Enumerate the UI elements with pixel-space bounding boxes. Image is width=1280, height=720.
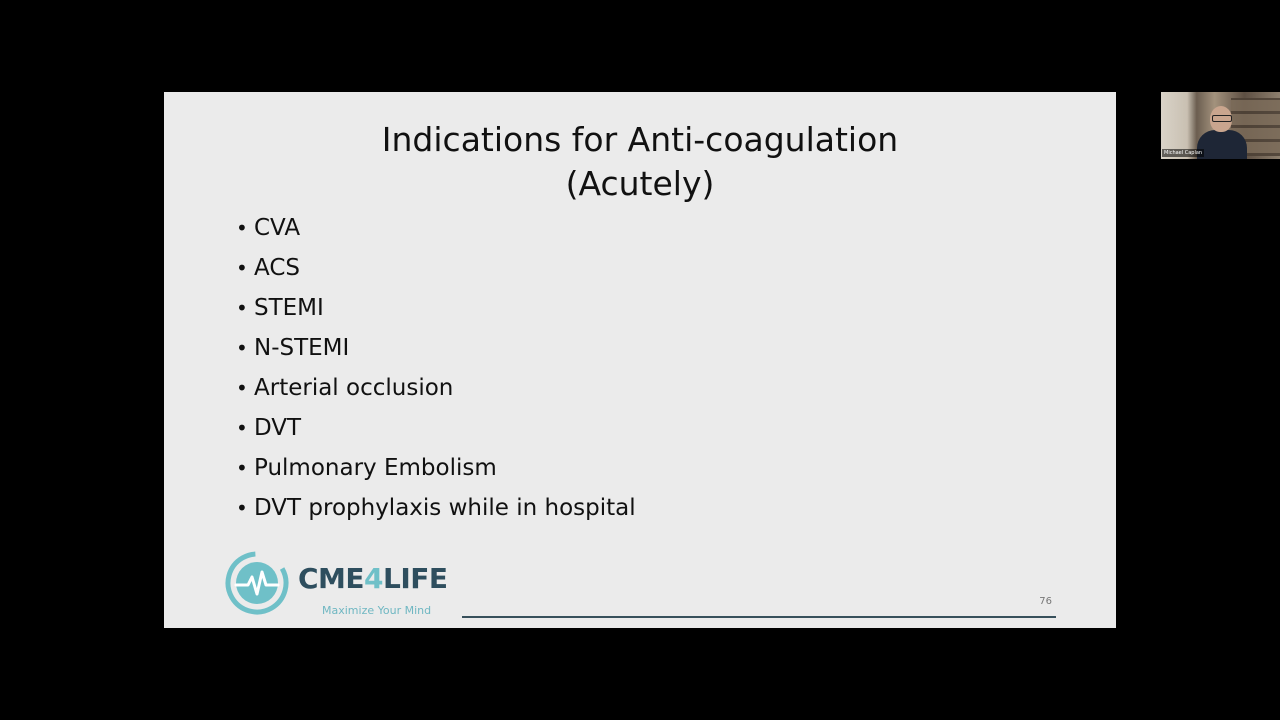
slide-title-line-2: (Acutely)	[565, 164, 715, 203]
bullet-text: DVT	[254, 415, 302, 441]
cme4life-logo	[224, 550, 464, 622]
bullet-item	[236, 328, 636, 368]
bullet-dot: •	[236, 296, 248, 320]
footer-divider	[462, 616, 1056, 618]
bullet-text: Arterial occlusion	[254, 375, 454, 401]
bullet-text: STEMI	[254, 295, 324, 321]
participant-glasses	[1212, 115, 1232, 122]
participant-name-label: Michael Caplan	[1164, 150, 1203, 156]
bullet-text: DVT prophylaxis while in hospital	[254, 495, 636, 521]
bullet-dot: •	[236, 216, 248, 240]
bullet-item	[236, 288, 636, 328]
bullet-text: CVA	[254, 215, 301, 241]
bullet-text: N-STEMI	[254, 335, 350, 361]
presentation-slide	[164, 92, 1116, 628]
bullet-dot: •	[236, 256, 248, 280]
bullet-item	[236, 368, 636, 408]
bullet-dot: •	[236, 416, 248, 440]
bullet-item	[236, 488, 636, 528]
bullet-item	[236, 208, 636, 248]
logo-tagline: Maximize Your Mind	[322, 604, 432, 617]
bullet-list	[236, 208, 636, 528]
slide-title	[164, 118, 1116, 206]
bullet-dot: •	[236, 496, 248, 520]
participant-video-tile[interactable]	[1161, 92, 1280, 159]
bullet-item	[236, 448, 636, 488]
bullet-item	[236, 408, 636, 448]
slide-title-line-1: Indications for Anti-coagulation	[381, 120, 899, 159]
bullet-item	[236, 248, 636, 288]
logo-text-b: LIFE	[383, 562, 448, 595]
slide-number: 76	[1039, 596, 1052, 607]
participant-body	[1197, 130, 1247, 159]
heartbeat-ring-icon	[224, 550, 290, 616]
bullet-text: Pulmonary Embolism	[254, 455, 497, 481]
bullet-dot: •	[236, 336, 248, 360]
bullet-dot: •	[236, 376, 248, 400]
logo-text-accent: 4	[364, 562, 384, 595]
logo-wordmark	[298, 562, 448, 595]
logo-text-a: CME	[298, 562, 365, 595]
bullet-text: ACS	[254, 255, 300, 281]
bullet-dot: •	[236, 456, 248, 480]
